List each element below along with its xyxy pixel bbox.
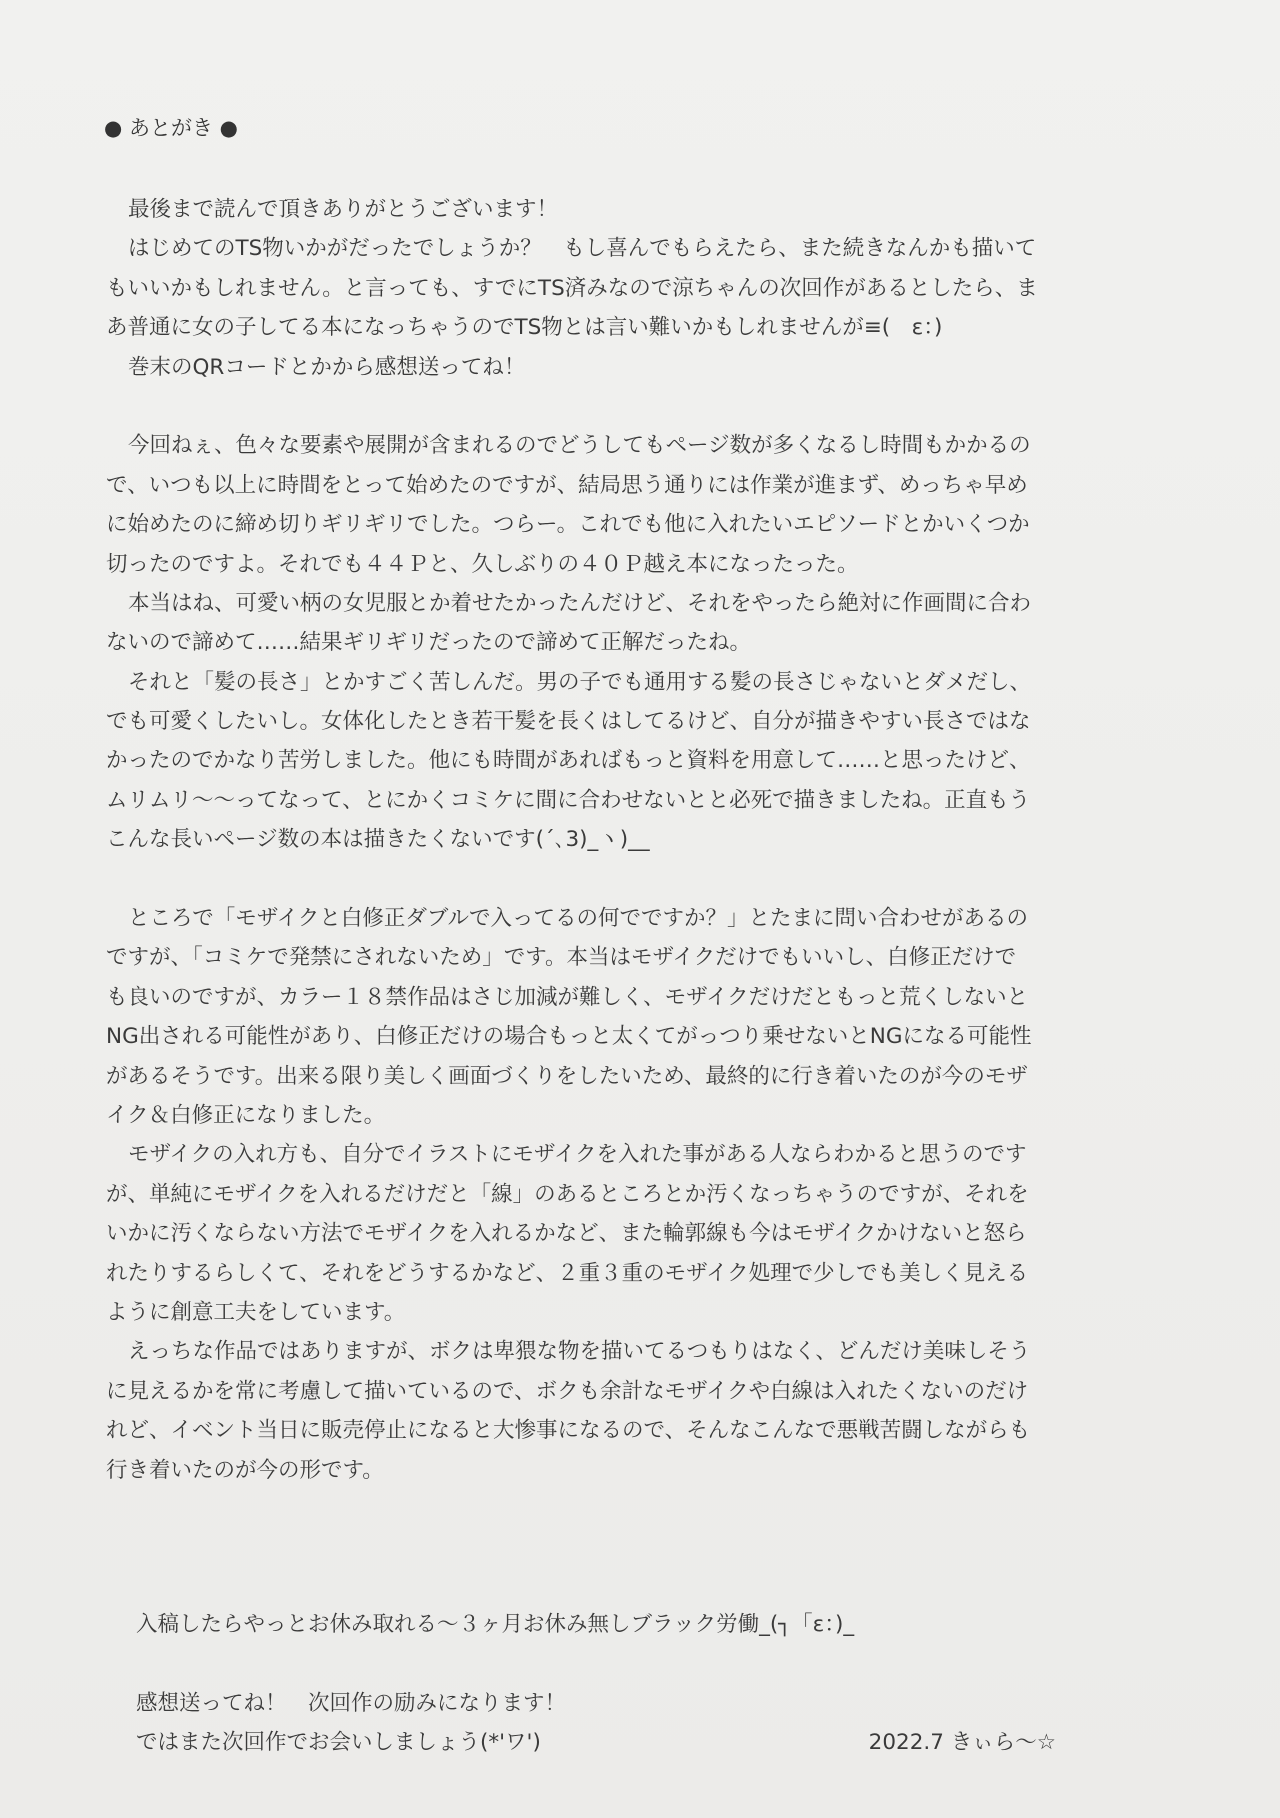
text-line: ないので諦めて……結果ギリギリだったので諦めて正解だったね。 — [106, 630, 752, 656]
page-title: ● あとがき ● — [104, 116, 238, 140]
closing-line — [136, 1723, 1096, 1762]
closing-farewell: ではまた次回作でお会いしましょう(*'ワ') — [136, 1730, 541, 1756]
text-line: イク＆白修正になりました。 — [106, 1102, 386, 1128]
text-line: で、いつも以上に時間をとって始めたのですが、結局思う通りには作業が進まず、めっちゃ早め — [106, 472, 1028, 498]
text-line: モザイクの入れ方も、自分でイラストにモザイクを入れた事がある人ならわかると思うのです — [128, 1142, 1027, 1168]
text-line: れど、イベント当日に販売停止になると大惨事になるので、そんなこんなで悪戦苦闘しながらも — [106, 1418, 1031, 1444]
text-line: ムリムリ～～ってなって、とにかくコミケに間に合わせないとと必死で描きましたね。正直もう — [106, 787, 1031, 813]
text-line: 今回ねぇ、色々な要素や展開が含まれるのでどうしてもページ数が多くなるし時間もかかるの — [128, 433, 1031, 459]
text-line: 最後まで読んで頂きありがとうございます！ — [128, 197, 559, 222]
text-line: あ普通に女の子してる本になっちゃうのでTS物とは言い難いかもしれませんが≡( ε：) — [106, 315, 943, 341]
signature: 2022.7 きぃら～☆ — [868, 1730, 1056, 1756]
blank-line — [106, 387, 1096, 426]
text-line: 巻末のQRコードとかから感想送ってね！ — [128, 354, 526, 380]
text-line: こんな長いページ数の本は描きたくないです(´､3)_ヽ)__ — [106, 827, 650, 853]
text-line: ですが、「コミケで発禁にされないため」です。本当はモザイクだけでもいいし、白修正だけで — [106, 945, 1017, 971]
afterword-body — [106, 190, 1096, 1490]
text-line: いかに汚くならない方法でモザイクを入れるかなど、また輪郭線も今はモザイクかけないと怒ら — [106, 1221, 1027, 1247]
text-line: でも可愛くしたいし。女体化したとき若干髪を長くはしてるけど、自分が描きやすい長さではな — [106, 709, 1031, 735]
text-line: れたりするらしくて、それをどうするかなど、２重３重のモザイク処理で少しでも美しく見える — [106, 1260, 1029, 1286]
text-line: もいいかもしれません。と言っても、すでにTS済みなので涼ちゃんの次回作があるとしたら、ま — [106, 275, 1038, 301]
text-line: 本当はね、可愛い柄の女児服とか着せたかったんだけど、それをやったら絶対に作画間に合わ — [128, 590, 1032, 616]
text-line: ように創意工夫をしています。 — [106, 1299, 406, 1325]
text-line: はじめてのTS物いかがだったでしょうか？ もし喜んでもらえたら、また続きなんかも描いて — [128, 236, 1037, 262]
blank-line — [106, 860, 1096, 899]
text-line: に始めたのに締め切りギリギリでした。つらー。これでも他に入れたいエピソードとかいくつか — [106, 512, 1030, 538]
text-line: えっちな作品ではありますが、ボクは卑猥な物を描いてるつもりはなく、どんだけ美味しそう — [128, 1339, 1031, 1365]
closing-line: 入稿したらやっとお休み取れる～３ヶ月お休み無しブラック労働_(┐「ε：)_ — [136, 1612, 855, 1637]
text-line: に見えるかを常に考慮して描いているので、ボクも余計なモザイクや白線は入れたくないのだけ — [106, 1378, 1029, 1404]
text-line: 行き着いたのが今の形です。 — [106, 1457, 384, 1483]
text-line: ところで「モザイクと白修正ダブルで入ってるの何でですか？」とたまに問い合わせがあるの — [128, 906, 1028, 932]
text-line: NG出される可能性があり、白修正だけの場合もっと太くてがっつり乗せないとNGになる可能性 — [106, 1024, 1032, 1050]
text-line: が、単純にモザイクを入れるだけだと「線」のあるところとか汚くなっちゃうのですが、それを — [106, 1181, 1029, 1207]
text-line: 切ったのですよ。それでも４４Ｐと、久しぶりの４０Ｐ越え本になったった。 — [106, 551, 859, 577]
closing-section — [136, 1605, 1096, 1763]
text-line: があるそうです。出来る限り美しく画面づくりをしたいため、最終的に行き着いたのが今のモザ — [106, 1063, 1028, 1089]
blank-line — [136, 1644, 1096, 1683]
text-line: かったのでかなり苦労しました。他にも時間があればもっと資料を用意して……と思ったけど、 — [106, 748, 1031, 774]
text-line: も良いのですが、カラー１８禁作品はさじ加減が難しく、モザイクだけだともっと荒くしないと — [106, 984, 1029, 1010]
text-line: それと「髪の長さ」とかすごく苦しんだ。男の子でも通用する髪の長さじゃないとダメだし、 — [128, 669, 1032, 695]
closing-line: 感想送ってね！ 次回作の励みになります！ — [136, 1690, 567, 1716]
